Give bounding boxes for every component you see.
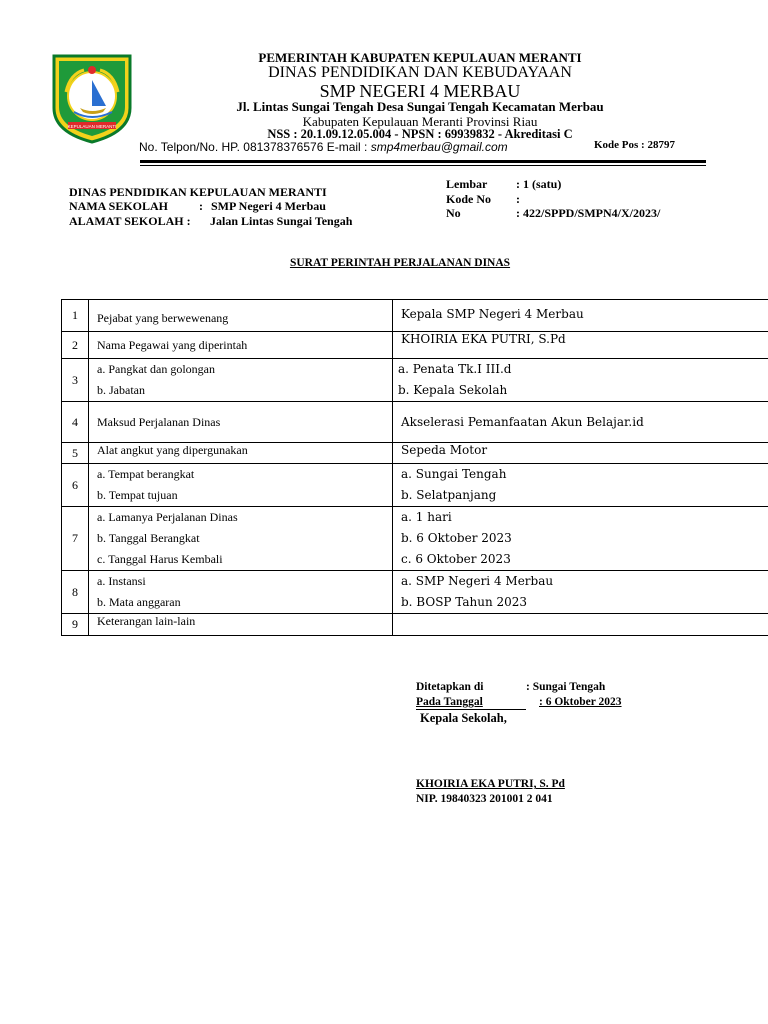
row-label-a: a. Lamanya Perjalanan Dinas bbox=[97, 510, 238, 524]
logo-text: KEPULAUAN MERANTI bbox=[67, 124, 117, 129]
issued-at-label: Ditetapkan di bbox=[416, 681, 484, 693]
row-label-b: b. Tempat tujuan bbox=[97, 488, 178, 502]
table-row bbox=[62, 402, 768, 443]
row-label: Keterangan lain-lain bbox=[97, 614, 196, 628]
row-label-b: b. Tanggal Berangkat bbox=[97, 531, 200, 545]
number-value: : 422/SPPD/SMPN4/X/2023/ bbox=[516, 206, 661, 220]
row-value-a: a. Penata Tk.I III.d bbox=[398, 362, 512, 376]
row-value-c: c. 6 Oktober 2023 bbox=[401, 552, 511, 566]
info-school-value: SMP Negeri 4 Merbau bbox=[211, 199, 326, 213]
row-value: Akselerasi Pemanfaatan Akun Belajar.id bbox=[401, 415, 644, 429]
header-rule-thin bbox=[140, 165, 706, 166]
row-value: Kepala SMP Negeri 4 Merbau bbox=[401, 307, 584, 321]
table-row bbox=[62, 614, 768, 636]
row-value: KHOIRIA EKA PUTRI, S.Pd bbox=[401, 332, 566, 346]
row-label: Pejabat yang berwewenang bbox=[97, 311, 229, 325]
info-address-label: ALAMAT SEKOLAH : bbox=[69, 214, 191, 228]
row-label-a: a. Instansi bbox=[97, 574, 146, 588]
row-label-c: c. Tanggal Harus Kembali bbox=[97, 552, 223, 566]
row-number: 5 bbox=[62, 443, 89, 464]
info-dinas: DINAS PENDIDIKAN KEPULAUAN MERANTI bbox=[69, 185, 327, 199]
header-government: PEMERINTAH KABUPATEN KEPULAUAN MERANTI bbox=[258, 50, 582, 65]
info-school-label: NAMA SEKOLAH bbox=[69, 199, 169, 213]
header-rule-thick bbox=[140, 160, 706, 163]
issued-date-value: : 6 Oktober 2023 bbox=[539, 696, 622, 708]
header-contact bbox=[139, 140, 508, 154]
row-label-b: b. Mata anggaran bbox=[97, 595, 181, 609]
row-value-b: b. BOSP Tahun 2023 bbox=[401, 595, 528, 609]
document-title: SURAT PERINTAH PERJALANAN DINAS bbox=[289, 257, 511, 269]
postal-code: Kode Pos : 28797 bbox=[594, 139, 675, 151]
row-label-b: b. Jabatan bbox=[97, 383, 145, 397]
signer-position: Kepala Sekolah, bbox=[420, 711, 507, 725]
row-number: 1 bbox=[62, 300, 89, 332]
row-value-b: b. 6 Oktober 2023 bbox=[401, 531, 512, 545]
travel-order-table bbox=[61, 299, 768, 636]
row-number: 7 bbox=[62, 507, 89, 571]
row-number: 3 bbox=[62, 359, 89, 402]
issued-at-value: : Sungai Tengah bbox=[526, 681, 606, 693]
table-row bbox=[62, 464, 768, 507]
row-value-b: b. Kepala Sekolah bbox=[398, 383, 508, 397]
row-number: 6 bbox=[62, 464, 89, 507]
sheet-label: Lembar bbox=[446, 177, 488, 191]
row-label: Nama Pegawai yang diperintah bbox=[97, 338, 248, 352]
issued-date-label: Pada Tanggal bbox=[416, 696, 483, 708]
contact-phone: No. Telpon/No. HP. 081378376576 E-mail : bbox=[139, 140, 371, 154]
info-school-sep: : bbox=[199, 199, 203, 213]
table-row bbox=[62, 443, 768, 464]
row-label: Maksud Perjalanan Dinas bbox=[97, 414, 221, 429]
issued-date-underline bbox=[416, 709, 526, 710]
table-row bbox=[62, 571, 768, 614]
row-label: Alat angkut yang dipergunakan bbox=[97, 443, 248, 457]
row-number: 4 bbox=[62, 402, 89, 443]
row-number: 8 bbox=[62, 571, 89, 614]
info-address-value: Jalan Lintas Sungai Tengah bbox=[210, 214, 353, 228]
signer-name: KHOIRIA EKA PUTRI, S. Pd bbox=[416, 778, 565, 790]
row-value-b: b. Selatpanjang bbox=[401, 488, 497, 502]
signer-nip: NIP. 19840323 201001 2 041 bbox=[416, 793, 553, 805]
row-value-a: a. SMP Negeri 4 Merbau bbox=[401, 574, 554, 588]
row-label-a: a. Pangkat dan golongan bbox=[97, 362, 215, 376]
row-value-a: a. 1 hari bbox=[401, 510, 452, 524]
code-value: : bbox=[516, 192, 520, 206]
row-number: 2 bbox=[62, 332, 89, 359]
table-row bbox=[62, 507, 768, 571]
header-registration: NSS : 20.1.09.12.05.004 - NPSN : 69939832 - Akreditasi C bbox=[267, 127, 573, 141]
header-department: DINAS PENDIDIKAN DAN KEBUDAYAAN bbox=[268, 64, 572, 81]
row-value: Sepeda Motor bbox=[401, 443, 488, 457]
sheet-value: : 1 (satu) bbox=[516, 177, 562, 191]
header-school-name: SMP NEGERI 4 MERBAU bbox=[319, 81, 521, 101]
header-address: Jl. Lintas Sungai Tengah Desa Sungai Tengah Kecamatan Merbau bbox=[236, 99, 604, 114]
table-row bbox=[62, 359, 768, 402]
table-row bbox=[62, 300, 768, 332]
table-row bbox=[62, 332, 768, 359]
row-label-a: a. Tempat berangkat bbox=[97, 467, 195, 481]
header-region: Kabupaten Kepulauan Meranti Provinsi Riau bbox=[302, 114, 538, 129]
row-value-a: a. Sungai Tengah bbox=[401, 467, 507, 481]
row-number: 9 bbox=[62, 614, 89, 636]
code-label: Kode No bbox=[446, 192, 491, 206]
regency-logo bbox=[50, 52, 134, 144]
contact-email[interactable]: smp4merbau@gmail.com bbox=[370, 140, 508, 154]
number-label: No bbox=[446, 206, 461, 220]
